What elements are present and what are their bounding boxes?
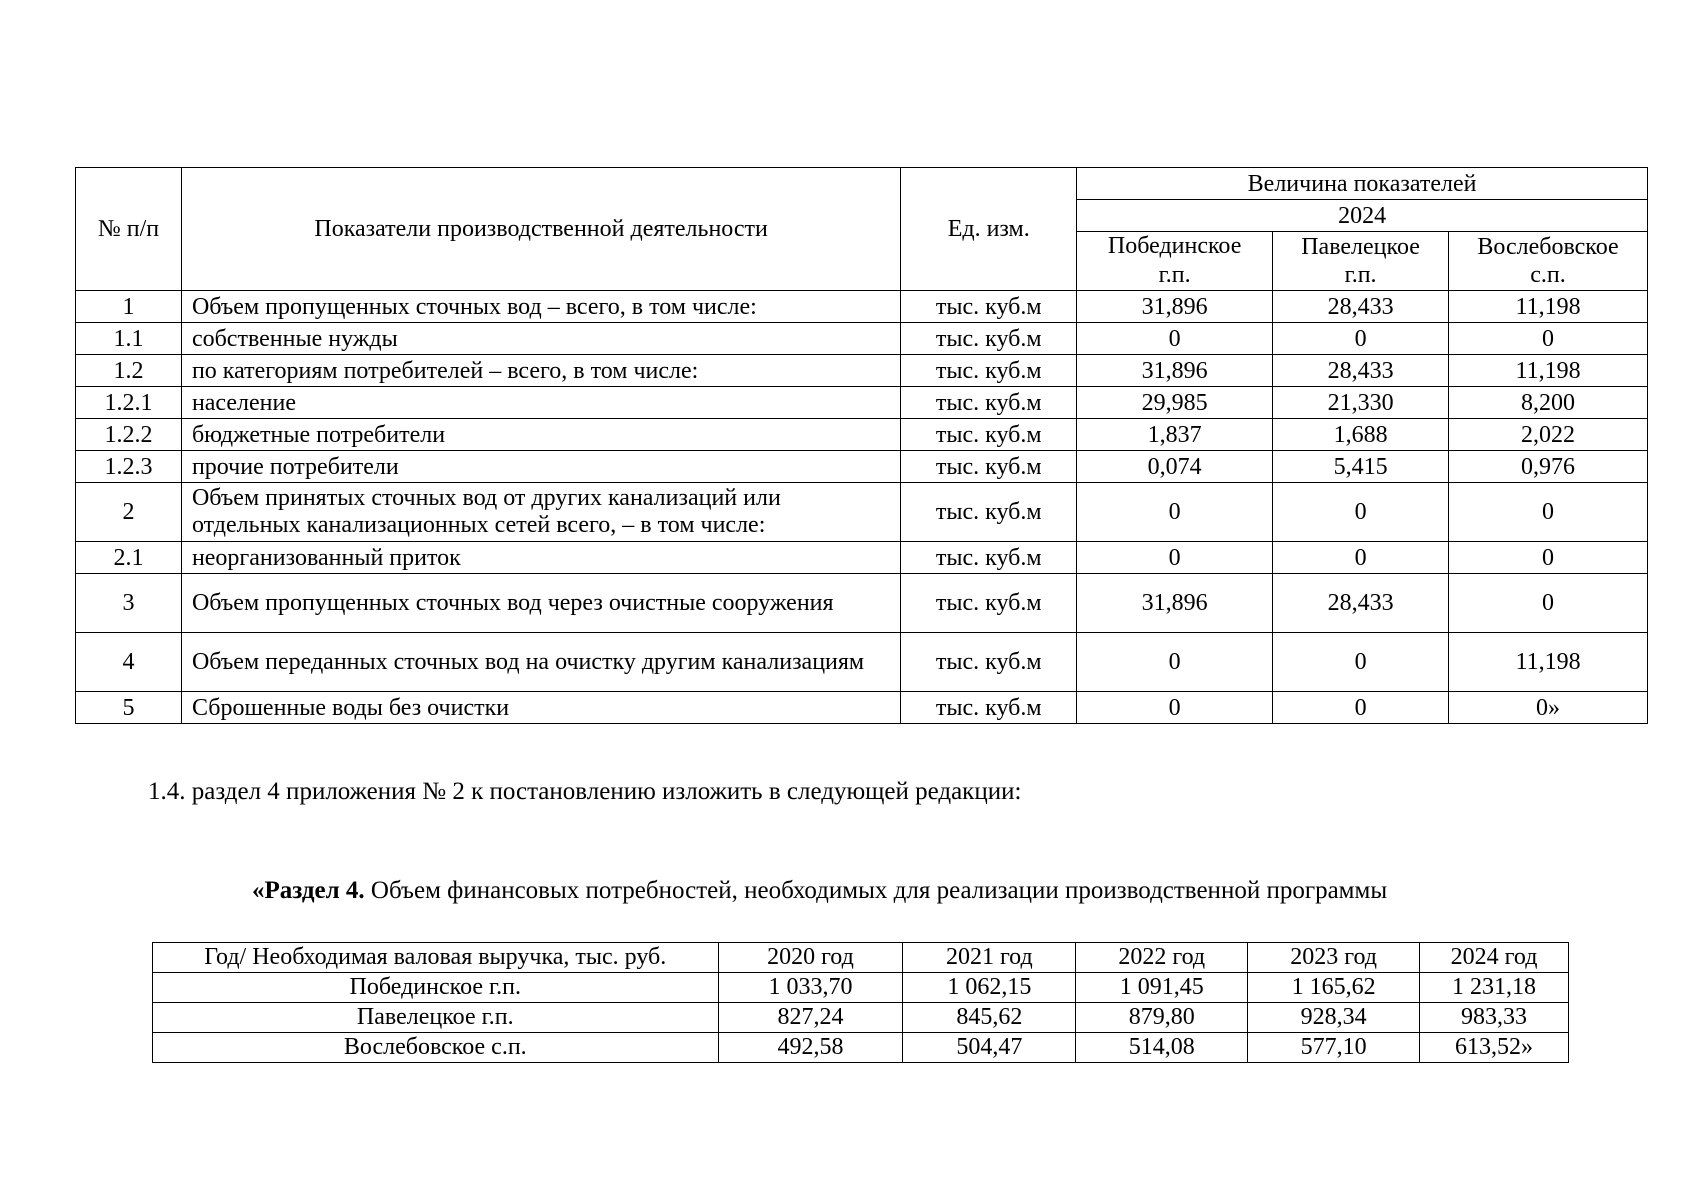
header-year: 2024: [1077, 200, 1648, 232]
column-header: 2024 год: [1420, 943, 1569, 973]
row-value-paveletskoe: 21,330: [1273, 387, 1449, 419]
row-num: 2: [76, 483, 182, 542]
row-indicator: Объем принятых сточных вод от других канализаций или отдельных канализационных сетей всего, – в том числе:: [181, 483, 900, 542]
column-header: 2020 год: [718, 943, 903, 973]
row-value-pobedinskoe: 0: [1077, 542, 1273, 574]
row-value-pobedinskoe: 0: [1077, 323, 1273, 355]
table-row: [76, 633, 1648, 692]
row-indicator: Объем пропущенных сточных вод – всего, в том числе:: [181, 291, 900, 323]
row-value-voslebovskoe: 0: [1449, 323, 1648, 355]
row-indicator: население: [181, 387, 900, 419]
column-header: 2023 год: [1248, 943, 1420, 973]
table-row: [76, 323, 1648, 355]
financial-needs-table: [152, 942, 1569, 1063]
row-value-pobedinskoe: 29,985: [1077, 387, 1273, 419]
row-value-paveletskoe: 28,433: [1273, 291, 1449, 323]
row-value: 1 062,15: [903, 973, 1076, 1003]
row-value-paveletskoe: 0: [1273, 542, 1449, 574]
row-value-pobedinskoe: 31,896: [1077, 574, 1273, 633]
table-row: [76, 483, 1648, 542]
table-row: [76, 542, 1648, 574]
financial-needs-header: [153, 943, 1569, 973]
table-row: [153, 973, 1569, 1003]
row-indicator: Сброшенные воды без очистки: [181, 692, 900, 724]
row-unit: тыс. куб.м: [901, 692, 1077, 724]
row-value: 613,52»: [1420, 1033, 1569, 1063]
row-num: 1.1: [76, 323, 182, 355]
row-value: 983,33: [1420, 1003, 1569, 1033]
row-value-paveletskoe: 28,433: [1273, 355, 1449, 387]
row-value: 845,62: [903, 1003, 1076, 1033]
row-value-pobedinskoe: 1,837: [1077, 419, 1273, 451]
row-value-paveletskoe: 0: [1273, 633, 1449, 692]
production-indicators-body: [76, 291, 1648, 724]
row-value: 492,58: [718, 1033, 903, 1063]
row-value-voslebovskoe: 2,022: [1449, 419, 1648, 451]
row-settlement: Павелецкое г.п.: [153, 1003, 719, 1033]
row-unit: тыс. куб.м: [901, 419, 1077, 451]
row-value: 504,47: [903, 1033, 1076, 1063]
row-value: 1 165,62: [1248, 973, 1420, 1003]
row-unit: тыс. куб.м: [901, 291, 1077, 323]
column-header: 2021 год: [903, 943, 1076, 973]
table-row: [76, 574, 1648, 633]
row-indicator: собственные нужды: [181, 323, 900, 355]
table-row: [76, 419, 1648, 451]
row-value: 928,34: [1248, 1003, 1420, 1033]
header-col-paveletskoe: Павелецкое г.п.: [1273, 232, 1449, 291]
row-num: 5: [76, 692, 182, 724]
row-value-voslebovskoe: 0: [1449, 542, 1648, 574]
row-value-paveletskoe: 0: [1273, 323, 1449, 355]
table-row: [76, 387, 1648, 419]
table-row: [76, 355, 1648, 387]
row-value-pobedinskoe: 31,896: [1077, 355, 1273, 387]
row-indicator: Объем переданных сточных вод на очистку другим канализациям: [181, 633, 900, 692]
row-unit: тыс. куб.м: [901, 633, 1077, 692]
row-settlement: Вослебовское с.п.: [153, 1033, 719, 1063]
row-value-voslebovskoe: 11,198: [1449, 633, 1648, 692]
row-value-voslebovskoe: 8,200: [1449, 387, 1648, 419]
row-value-paveletskoe: 0: [1273, 692, 1449, 724]
row-value-voslebovskoe: 11,198: [1449, 355, 1648, 387]
header-indicator: Показатели производственной деятельности: [181, 168, 900, 291]
row-value-pobedinskoe: 0: [1077, 633, 1273, 692]
row-indicator: по категориям потребителей – всего, в том числе:: [181, 355, 900, 387]
section-title-bold: «Раздел 4.: [252, 877, 365, 904]
header-col-pobedinskoe: Побединское г.п.: [1077, 232, 1273, 291]
row-value: 1 033,70: [718, 973, 903, 1003]
section-title: [252, 877, 1387, 905]
table-row: [153, 1033, 1569, 1063]
row-value: 879,80: [1076, 1003, 1248, 1033]
row-unit: тыс. куб.м: [901, 451, 1077, 483]
row-value: 577,10: [1248, 1033, 1420, 1063]
row-num: 1.2.1: [76, 387, 182, 419]
row-num: 3: [76, 574, 182, 633]
row-value-pobedinskoe: 0: [1077, 692, 1273, 724]
row-value: 514,08: [1076, 1033, 1248, 1063]
row-value-voslebovskoe: 11,198: [1449, 291, 1648, 323]
row-unit: тыс. куб.м: [901, 483, 1077, 542]
row-value-pobedinskoe: 0: [1077, 483, 1273, 542]
header-col-voslebovskoe: Вослебовское с.п.: [1449, 232, 1648, 291]
amendment-paragraph: 1.4. раздел 4 приложения № 2 к постановлению изложить в следующей редакции:: [148, 778, 1022, 805]
row-num: 4: [76, 633, 182, 692]
row-value-paveletskoe: 1,688: [1273, 419, 1449, 451]
row-value-paveletskoe: 5,415: [1273, 451, 1449, 483]
table-row: [76, 692, 1648, 724]
header-value-group: Величина показателей: [1077, 168, 1648, 200]
column-header: Год/ Необходимая валовая выручка, тыс. руб.: [153, 943, 719, 973]
row-value-voslebovskoe: 0: [1449, 574, 1648, 633]
row-indicator: бюджетные потребители: [181, 419, 900, 451]
table-row: [76, 451, 1648, 483]
row-num: 1: [76, 291, 182, 323]
header-num: № п/п: [76, 168, 182, 291]
production-indicators-table: [75, 167, 1648, 724]
row-value-voslebovskoe: 0: [1449, 483, 1648, 542]
column-header: 2022 год: [1076, 943, 1248, 973]
header-unit: Ед. изм.: [901, 168, 1077, 291]
row-unit: тыс. куб.м: [901, 323, 1077, 355]
row-value: 827,24: [718, 1003, 903, 1033]
row-num: 1.2: [76, 355, 182, 387]
row-value: 1 231,18: [1420, 973, 1569, 1003]
row-indicator: прочие потребители: [181, 451, 900, 483]
row-indicator: Объем пропущенных сточных вод через очистные сооружения: [181, 574, 900, 633]
row-value-paveletskoe: 28,433: [1273, 574, 1449, 633]
row-unit: тыс. куб.м: [901, 355, 1077, 387]
row-settlement: Побединское г.п.: [153, 973, 719, 1003]
financial-needs-body: [153, 973, 1569, 1063]
table-row: [153, 1003, 1569, 1033]
row-unit: тыс. куб.м: [901, 574, 1077, 633]
table-row: [76, 291, 1648, 323]
row-value-pobedinskoe: 0,074: [1077, 451, 1273, 483]
row-value: 1 091,45: [1076, 973, 1248, 1003]
row-value-voslebovskoe: 0,976: [1449, 451, 1648, 483]
section-title-text: Объем финансовых потребностей, необходимых для реализации производственной программы: [364, 877, 1388, 904]
row-num: 1.2.3: [76, 451, 182, 483]
row-unit: тыс. куб.м: [901, 542, 1077, 574]
row-num: 1.2.2: [76, 419, 182, 451]
row-indicator: неорганизованный приток: [181, 542, 900, 574]
row-value-voslebovskoe: 0»: [1449, 692, 1648, 724]
row-unit: тыс. куб.м: [901, 387, 1077, 419]
row-value-paveletskoe: 0: [1273, 483, 1449, 542]
row-num: 2.1: [76, 542, 182, 574]
row-value-pobedinskoe: 31,896: [1077, 291, 1273, 323]
